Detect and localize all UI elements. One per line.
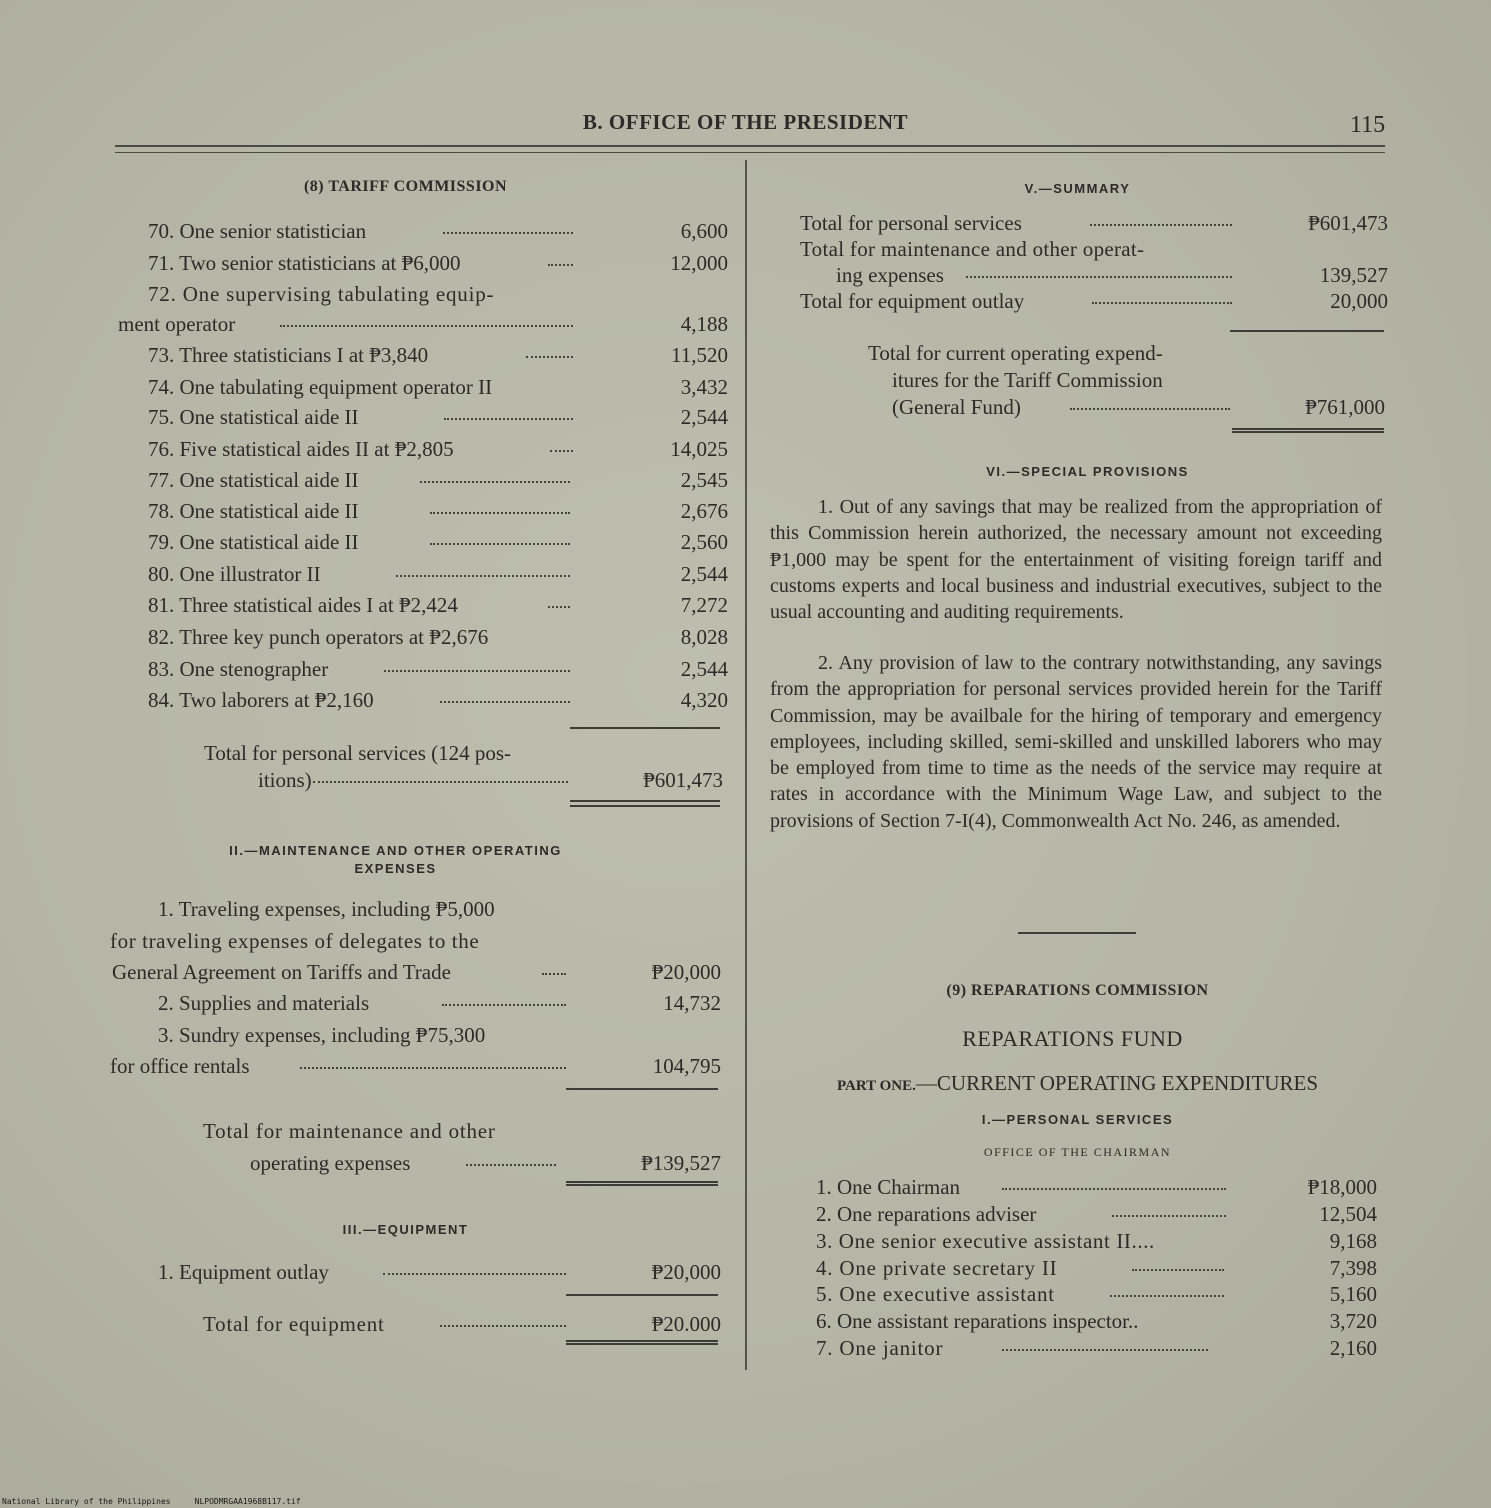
- total-label: itions): [258, 768, 312, 792]
- list-item: [770, 1255, 1385, 1281]
- leader-dots: [550, 436, 573, 452]
- double-rule: [570, 800, 720, 807]
- current-total-line1: [770, 340, 1385, 366]
- total-label: Total for personal services (124 pos-: [204, 741, 512, 765]
- list-item: [108, 498, 728, 524]
- item-amount: 139,527: [1319, 263, 1388, 287]
- item-amount: 2,160: [1329, 1336, 1377, 1360]
- double-rule: [566, 1340, 718, 1345]
- item-amount: 14,025: [670, 437, 728, 461]
- list-item: [108, 404, 728, 430]
- item-label: for office rentals: [110, 1054, 250, 1078]
- leader-dots: [548, 250, 573, 266]
- total-label: (General Fund): [892, 395, 1021, 419]
- list-item: [108, 311, 728, 337]
- equipment-item: [108, 1259, 723, 1285]
- item-label: 2. One reparations adviser: [816, 1202, 1037, 1226]
- leader-dots: [444, 404, 573, 420]
- leader-dots: [1090, 210, 1232, 226]
- total-amount: ₱20.000: [651, 1312, 721, 1336]
- item-label: 73. Three statisticians I at ₱3,840: [148, 343, 429, 367]
- item-label: 83. One stenographer: [148, 657, 329, 681]
- scan-footer: National Library of the Philippines NLPODMRGAA1968B117.tif: [2, 1497, 301, 1506]
- part-rest: —CURRENT OPERATING EXPENDITURES: [915, 1071, 1319, 1095]
- leader-dots: [442, 990, 566, 1006]
- list-item: [108, 250, 728, 276]
- leader-dots: [966, 262, 1232, 278]
- item-label: 77. One statistical aide II: [148, 468, 359, 492]
- item-amount: 14,732: [663, 991, 721, 1015]
- leader-dots: [548, 592, 570, 608]
- list-item: [770, 236, 1385, 262]
- list-item: [108, 656, 728, 682]
- item-amount: 104,795: [652, 1054, 721, 1078]
- item-amount: 2,560: [680, 530, 728, 554]
- reparations-fund-title: REPARATIONS FUND: [962, 1026, 1183, 1051]
- equipment-total: [108, 1311, 723, 1337]
- maintenance-title-2: EXPENSES: [354, 861, 437, 876]
- list-item: [108, 529, 728, 555]
- double-rule: [1232, 428, 1384, 433]
- item-label: 1. Traveling expenses, including ₱5,000: [158, 897, 495, 921]
- item-label: ing expenses: [836, 263, 944, 287]
- item-label: 1. One Chairman: [816, 1175, 961, 1199]
- item-label: 74. One tabulating equipment operator II: [148, 375, 493, 399]
- item-amount: 8,028: [680, 625, 728, 649]
- item-label: General Agreement on Tariffs and Trade: [112, 960, 451, 984]
- item-amount: ₱20,000: [651, 960, 721, 984]
- special-provisions-title: VI.—SPECIAL PROVISIONS: [986, 464, 1189, 479]
- page-header-title: B. OFFICE OF THE PRESIDENT: [582, 110, 909, 134]
- item-label: 71. Two senior statisticians at ₱6,000: [148, 251, 461, 275]
- item-label: Total for maintenance and other operat-: [800, 237, 1145, 261]
- list-item: [108, 624, 728, 650]
- leader-dots: [1002, 1174, 1226, 1190]
- item-amount: ₱20,000: [651, 1260, 721, 1284]
- current-total-line3: [770, 394, 1385, 420]
- list-item: [108, 374, 728, 400]
- list-item: [770, 1308, 1385, 1334]
- total-label: Total for equipment: [203, 1312, 385, 1336]
- total-label: itures for the Tariff Commission: [892, 368, 1163, 392]
- leader-dots: [420, 467, 570, 483]
- item-label: 75. One statistical aide II: [148, 405, 359, 429]
- list-item: [770, 1335, 1385, 1361]
- item-label: 80. One illustrator II: [148, 562, 321, 586]
- header-rule: [115, 145, 1385, 147]
- leader-dots: [396, 561, 570, 577]
- header-rule-thin: [115, 152, 1385, 153]
- item-label: 79. One statistical aide II: [148, 530, 359, 554]
- list-item: [770, 1201, 1385, 1227]
- list-item: [770, 1174, 1385, 1200]
- personal-total-line2: [108, 767, 723, 793]
- item-label: Total for personal services: [800, 211, 1022, 235]
- summary-title: V.—SUMMARY: [1024, 181, 1131, 196]
- provision-1: 1. Out of any savings that may be realized from the appropriation of this Commission herein authorized, the necessary amount not exceeding ₱1,000 may be spent for the entertainment of visiting foreign tariff and customs experts and local business and industrial executives, subject to the usual accounting and auditing requirements.: [770, 496, 1382, 624]
- page-number: 115: [1350, 112, 1386, 138]
- item-label: 82. Three key punch operators at ₱2,676: [148, 625, 489, 649]
- item-amount: 20,000: [1330, 289, 1388, 313]
- column-divider: [745, 160, 747, 1370]
- item-label: 78. One statistical aide II: [148, 499, 359, 523]
- item-amount: 4,320: [680, 688, 728, 712]
- total-amount: ₱139,527: [641, 1151, 721, 1175]
- leader-dots: [300, 1053, 566, 1069]
- leader-dots: [1132, 1255, 1224, 1271]
- list-item: [108, 467, 728, 493]
- list-item: [770, 262, 1388, 288]
- maint-total-line1: [108, 1118, 723, 1144]
- list-item: [108, 436, 728, 462]
- sum-rule: [1230, 330, 1384, 332]
- leader-dots: [443, 218, 573, 234]
- list-item: [770, 1281, 1385, 1307]
- item-amount: 6,600: [680, 219, 728, 243]
- leader-dots: [383, 1259, 566, 1275]
- item-amount: ₱601,473: [1308, 211, 1388, 235]
- item-label: 7. One janitor: [816, 1336, 944, 1360]
- double-rule: [566, 1181, 718, 1186]
- item-label: 4. One private secretary II: [816, 1256, 1058, 1280]
- item-amount: 2,545: [680, 468, 728, 492]
- personal-services-title: I.—PERSONAL SERVICES: [981, 1112, 1174, 1127]
- list-item: [770, 210, 1388, 236]
- item-label: 3. Sundry expenses, including ₱75,300: [158, 1023, 486, 1047]
- item-label: Total for equipment outlay: [800, 289, 1025, 313]
- leader-dots: [440, 1311, 566, 1327]
- leader-dots: [1092, 288, 1232, 304]
- list-item: [108, 687, 728, 713]
- leader-dots: [280, 311, 573, 327]
- list-item: [108, 281, 723, 307]
- item-amount: 3,432: [680, 375, 728, 399]
- part-one-title: [770, 1071, 1385, 1096]
- item-label: ment operator: [118, 312, 236, 336]
- list-item: [108, 592, 728, 618]
- list-item: [770, 288, 1388, 314]
- leader-dots: [1070, 394, 1230, 410]
- leader-dots: [384, 656, 570, 672]
- item-label: 81. Three statistical aides I at ₱2,424: [148, 593, 458, 617]
- sum-rule: [570, 727, 720, 729]
- item-amount: 11,520: [671, 343, 728, 367]
- leader-dots: [430, 529, 570, 545]
- item-label: 84. Two laborers at ₱2,160: [148, 688, 374, 712]
- sum-rule: [566, 1088, 718, 1090]
- total-label: Total for maintenance and other: [203, 1119, 496, 1143]
- leader-dots: [440, 687, 570, 703]
- total-label: operating expenses: [250, 1151, 411, 1175]
- item-label: 6. One assistant reparations inspector..: [816, 1309, 1139, 1333]
- total-label: Total for current operating expend-: [868, 341, 1163, 365]
- item-label: for traveling expenses of delegates to the: [110, 929, 480, 953]
- leader-dots: [430, 498, 570, 514]
- item-amount: 3,720: [1329, 1309, 1377, 1333]
- list-item: [108, 990, 723, 1016]
- part-prefix: PART ONE.: [836, 1078, 916, 1094]
- sum-rule: [566, 1294, 718, 1296]
- total-amount: ₱601,473: [643, 768, 723, 792]
- reparations-commission-title: (9) REPARATIONS COMMISSION: [946, 982, 1209, 999]
- item-amount: ₱18,000: [1307, 1175, 1377, 1199]
- list-item: [108, 928, 723, 954]
- leader-dots: [1112, 1201, 1226, 1217]
- list-item: [108, 561, 728, 587]
- item-amount: 5,160: [1329, 1282, 1377, 1306]
- item-amount: 7,398: [1329, 1256, 1377, 1280]
- list-item: [108, 218, 728, 244]
- provision-2: 2. Any provision of law to the contrary notwithstanding, any savings from the appropriation for personal services provided herein for the Tariff Commission, may be availbale for the hiring of temporary and emergency employees, including skilled, semi-skilled and unskilled laborers who may be employed from time to time as the needs of the service may require at rates in accordance with the Minimum Wage Law, and subject to the provisions of Section 7-I(4), Commonwealth Act No. 246, as amended.: [770, 652, 1382, 832]
- list-item: [108, 896, 723, 922]
- item-label: 70. One senior statistician: [148, 219, 367, 243]
- item-amount: 4,188: [680, 312, 728, 336]
- item-amount: 2,544: [680, 562, 728, 586]
- item-amount: 7,272: [680, 593, 728, 617]
- item-amount: 12,504: [1319, 1202, 1377, 1226]
- item-amount: 2,544: [680, 657, 728, 681]
- leader-dots: [313, 767, 568, 783]
- personal-total-line1: [108, 740, 723, 766]
- maint-total-line2: [108, 1150, 723, 1176]
- list-item: [770, 1228, 1385, 1254]
- leader-dots: [1002, 1335, 1208, 1351]
- total-amount: ₱761,000: [1305, 395, 1385, 419]
- item-label: 2. Supplies and materials: [158, 991, 370, 1015]
- current-total-line2: [770, 367, 1385, 393]
- leader-dots: [466, 1150, 556, 1166]
- equipment-title: III.—EQUIPMENT: [342, 1222, 469, 1237]
- list-item: [108, 959, 723, 985]
- item-label: 1. Equipment outlay: [158, 1260, 329, 1284]
- item-label: 5. One executive assistant: [816, 1282, 1055, 1306]
- tariff-commission-title: (8) TARIFF COMMISSION: [303, 178, 508, 195]
- list-item: [108, 1053, 723, 1079]
- item-amount: 2,544: [680, 405, 728, 429]
- item-label: 3. One senior executive assistant II....: [816, 1229, 1155, 1253]
- list-item: [108, 1022, 723, 1048]
- item-label: 76. Five statistical aides II at ₱2,805: [148, 437, 454, 461]
- section-separator: [1018, 932, 1136, 934]
- item-amount: 12,000: [670, 251, 728, 275]
- item-amount: 9,168: [1329, 1229, 1377, 1253]
- list-item: [108, 342, 728, 368]
- office-of-chairman-title: OFFICE OF THE CHAIRMAN: [983, 1145, 1172, 1159]
- item-label: 72. One supervising tabulating equip-: [148, 282, 495, 306]
- maintenance-title: II.—MAINTENANCE AND OTHER OPERATING: [229, 843, 562, 858]
- item-amount: 2,676: [680, 499, 728, 523]
- leader-dots: [542, 959, 566, 975]
- leader-dots: [1110, 1281, 1224, 1297]
- leader-dots: [526, 342, 573, 358]
